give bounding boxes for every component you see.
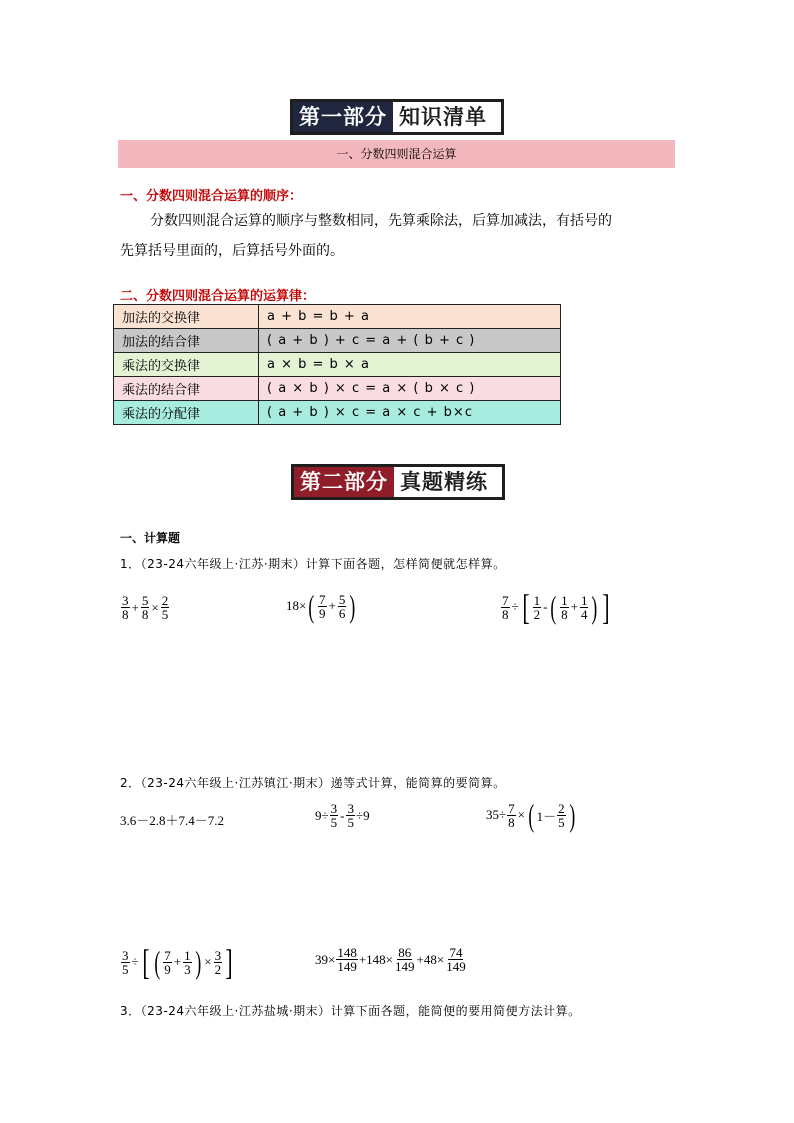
law-row	[114, 329, 561, 353]
law-row	[114, 401, 561, 425]
problem-2b: 9÷ $\frac{3}{5}$ - $\frac{3}{5}$ ÷9	[315, 801, 370, 830]
part-one-title: 知识清单	[393, 102, 493, 132]
problem-1c: $\frac{7}{8}$ ÷ [ $\frac{1}{2}$ - ( $\frac{1}{8}$ + $\frac{1}{4}$ ) ]	[502, 587, 610, 627]
question-1: 1．（23-24六年级上·江苏·期末）计算下面各题，怎样简便就怎样算。	[120, 557, 506, 571]
problem-1b: 18× ( $\frac{7}{9}$ + $\frac{5}{6}$ )	[286, 588, 356, 624]
paragraph-line-1: 分数四则混合运算的顺序与整数相同，先算乘除法，后算加减法，有括号的	[150, 213, 612, 229]
part-two-title: 真题精练	[394, 467, 494, 497]
heading-laws: 二、分数四则混合运算的运算律：	[120, 289, 316, 304]
law-formula: a × b = b × a	[259, 353, 561, 377]
law-name: 乘法的交换律	[114, 353, 259, 377]
law-formula: ( a + b ) + c = a + ( b + c )	[259, 329, 561, 353]
problem-1a: $\frac{3}{8}$ + $\frac{5}{8}$ × $\frac{2}{5}$	[122, 593, 169, 622]
law-name: 加法的结合律	[114, 329, 259, 353]
part-two-banner	[291, 464, 505, 500]
law-formula: a + b = b + a	[259, 305, 561, 329]
laws-table	[113, 304, 561, 425]
law-row	[114, 305, 561, 329]
law-formula: ( a × b ) × c = a × ( b × c )	[259, 377, 561, 401]
law-name: 加法的交换律	[114, 305, 259, 329]
section-header: 一、分数四则混合运算	[118, 140, 675, 168]
problem-2c: 35÷ $\frac{7}{8}$ × ( 1－ $\frac{2}{5}$ )	[486, 797, 575, 833]
law-name: 乘法的分配律	[114, 401, 259, 425]
part-one-label: 第一部分	[293, 102, 393, 132]
part-one-banner	[290, 99, 504, 135]
heading-order: 一、分数四则混合运算的顺序：	[120, 189, 303, 204]
question-2: 2．（23-24六年级上·江苏镇江·期末）递等式计算，能简算的要简算。	[120, 776, 506, 790]
paragraph-line-2: 先算括号里面的，后算括号外面的。	[120, 243, 344, 259]
law-row	[114, 377, 561, 401]
law-row	[114, 353, 561, 377]
problem-2a: 3.6－2.8＋7.4－7.2	[120, 813, 225, 828]
question-3: 3．（23-24六年级上·江苏盐城·期末）计算下面各题，能简便的要用简便方法计算。	[120, 1004, 581, 1018]
law-formula: ( a + b ) × c = a × c + b×c	[259, 401, 561, 425]
problem-2e: 39× $\frac{148}{149}$ +148× $\frac{86}{149}$ +48× $\frac{74}{149}$	[315, 945, 466, 974]
problem-2d: $\frac{3}{5}$ ÷ [ ( $\frac{7}{9}$ + $\frac{1}{3}$ ) × $\frac{3}{2}$ ]	[122, 942, 233, 982]
part-two-label: 第二部分	[294, 467, 394, 497]
question-section-title: 一、计算题	[120, 531, 181, 545]
law-name: 乘法的结合律	[114, 377, 259, 401]
